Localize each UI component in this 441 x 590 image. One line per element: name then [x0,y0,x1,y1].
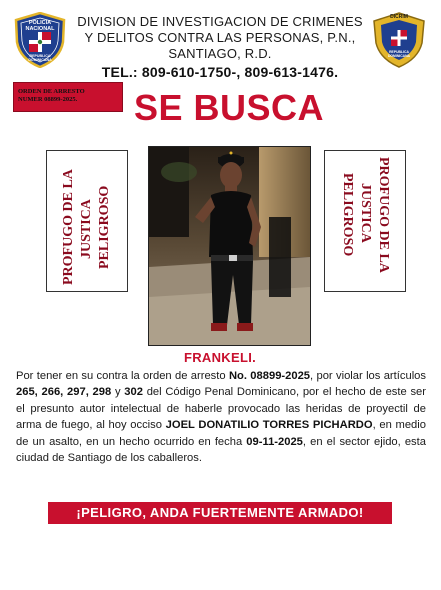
header-line-2: Y DELITOS CONTRA LAS PERSONAS, P.N., [84,30,356,45]
article-last-bold: 302 [124,386,143,399]
suspect-name: FRANKELI. [183,350,257,365]
fugitive-right-line3: PELIGROSO [340,173,355,257]
fugitive-left-line1: PROFUGO DE LA [61,169,76,285]
body-segment-2: , por violar los artículos [310,370,426,382]
fugitive-left-line3: PELIGROSO [97,185,112,269]
body-segment-5: , en medio de un asalto, en un hecho ocurrido en fecha [16,419,426,448]
body-segment-6: , en el sector ejido, esta ciudad de Santiago de los caballeros. [16,435,426,465]
fugitive-label-right [324,150,406,292]
date-bold: 09-11-2025 [246,435,303,448]
arrest-order-number: NUMER 08899-2025. [18,96,78,103]
body-segment-1: Por tener en su contra la orden de arresto [16,370,229,382]
body-segment-4: del Código Penal Dominicano, por el hecho de este ser el presunto autor intelectual de haberle provocado las heridas de proyectil de arma de fuego, al hoy occiso [16,386,426,432]
wanted-headline: SE BUSCA [133,87,325,128]
badge-right-text-top: DICRIM [390,14,408,20]
badge-left-text-bottom: REPUBLICA DOMINICANA [28,54,52,62]
arrest-order-label: ORDEN DE ARRESTO [18,88,85,95]
fugitive-right-line1: PROFUGO DE LA [376,157,391,273]
policia-nacional-shield-icon [14,12,66,68]
fugitive-left-line2: JUSTICA [79,199,94,259]
armed-warning-text: ¡PELIGRO, ANDA FUERTEMENTE ARMADO! [76,505,364,520]
suspect-photo [148,146,311,346]
victim-name-bold: JOEL DONATILIO TORRES PICHARDO [165,419,373,432]
dicrim-shield-icon [372,12,426,68]
articles-bold: 265, 266, 297, 298 [16,386,112,399]
armed-warning-banner [48,502,392,524]
header-line-3: SANTIAGO, R.D. [168,46,272,61]
case-description [16,368,426,466]
fugitive-right-line2: JUSTICA [358,183,373,243]
arrest-order-box [13,82,123,112]
order-number-bold: No. 08899-2025 [228,370,311,382]
header-line-1: DIVISION DE INVESTIGACION DE CRIMENES [77,14,363,29]
badge-left-text-top: POLICIA [28,20,52,26]
body-segment-3: y [111,386,125,399]
header-phones: TEL.: 809-610-1750-, 809-613-1476. [101,64,339,80]
fugitive-label-left [46,150,128,292]
badge-left-text-mid: NACIONAL [25,26,55,32]
badge-right-text-bottom: REPUBLICA DOMINICANA [387,50,411,58]
